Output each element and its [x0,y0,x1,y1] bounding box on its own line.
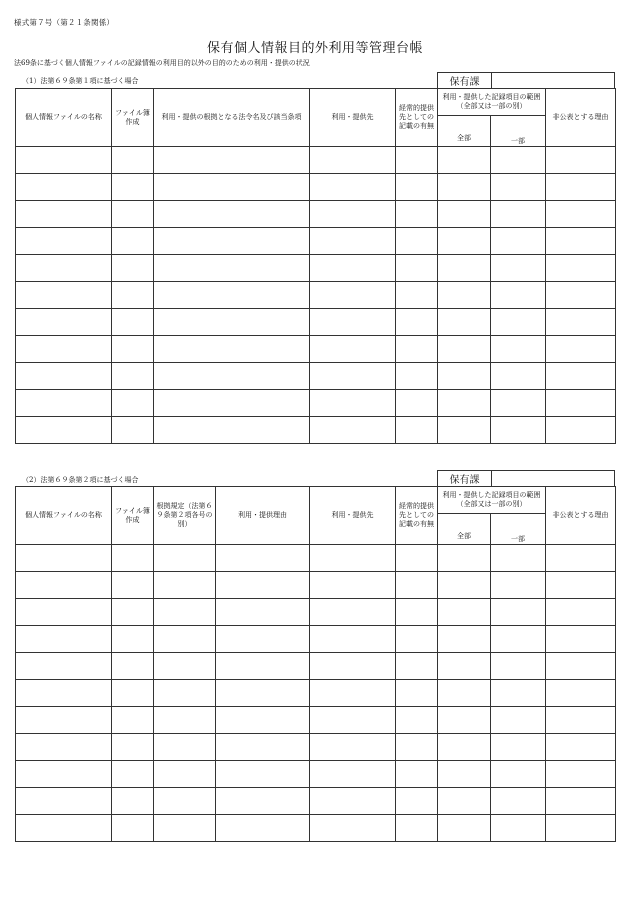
table-cell[interactable] [546,390,616,417]
table-cell[interactable] [112,572,154,599]
table-cell[interactable] [438,255,491,282]
table-cell[interactable] [154,626,216,653]
table-cell[interactable] [546,417,616,444]
table-row [16,599,616,626]
section2-body [16,545,616,842]
table-cell[interactable] [438,653,491,680]
table-cell[interactable] [154,255,310,282]
table-cell[interactable] [154,417,310,444]
table-cell[interactable] [546,572,616,599]
table-cell[interactable] [491,255,546,282]
table-row [16,336,616,363]
section2-header-recipient: 利用・提供先 [310,487,396,545]
table-cell[interactable] [310,309,396,336]
table-cell[interactable] [396,707,438,734]
section1-header-file-created: ファイル簿作成 [112,89,154,147]
table-row [16,228,616,255]
table-cell[interactable] [491,336,546,363]
table-cell[interactable] [438,707,491,734]
table-cell[interactable] [438,680,491,707]
table-cell[interactable] [16,390,112,417]
table-cell[interactable] [16,228,112,255]
table-cell[interactable] [310,788,396,815]
table-cell[interactable] [396,390,438,417]
table-row [16,626,616,653]
table-cell[interactable] [546,228,616,255]
section1-header-all: 全部 [438,116,491,147]
table-cell[interactable] [396,309,438,336]
section2-header-record-items: 利用・提供した記録項目の範囲（全部又は一部の別） [438,487,546,514]
table-cell[interactable] [216,572,310,599]
table-row [16,680,616,707]
table-cell[interactable] [112,255,154,282]
table-cell[interactable] [491,734,546,761]
table-cell[interactable] [438,282,491,309]
table-cell[interactable] [154,815,216,842]
section2-header-non-disclosure: 非公表とする理由 [546,487,616,545]
table-cell[interactable] [310,815,396,842]
table-row [16,390,616,417]
table-cell[interactable] [396,336,438,363]
table-cell[interactable] [396,282,438,309]
table-cell[interactable] [438,417,491,444]
table-cell[interactable] [491,201,546,228]
table-cell[interactable] [310,282,396,309]
table-cell[interactable] [216,734,310,761]
table-cell[interactable] [396,599,438,626]
table-cell[interactable] [154,761,216,788]
table-cell[interactable] [438,788,491,815]
table-cell[interactable] [396,228,438,255]
table-cell[interactable] [546,761,616,788]
table-cell[interactable] [112,761,154,788]
document-title: 保有個人情報目的外利用等管理台帳 [206,41,423,56]
table-cell[interactable] [16,707,112,734]
table-cell[interactable] [310,336,396,363]
section2-department-label: 保有課 [438,471,492,486]
table-cell[interactable] [310,228,396,255]
table-cell[interactable] [438,309,491,336]
table-cell[interactable] [438,815,491,842]
section1-header-file-name: 個人情報ファイルの名称 [16,89,112,147]
table-cell[interactable] [546,282,616,309]
table-cell[interactable] [16,626,112,653]
table-cell[interactable] [438,390,491,417]
table-cell[interactable] [112,599,154,626]
table-cell[interactable] [112,228,154,255]
table-cell[interactable] [438,201,491,228]
table-cell[interactable] [154,201,310,228]
table-cell[interactable] [16,734,112,761]
table-cell[interactable] [16,680,112,707]
section2-header-all: 全部 [438,514,491,545]
table-cell[interactable] [216,815,310,842]
table-cell[interactable] [491,572,546,599]
table-cell[interactable] [16,309,112,336]
table-cell[interactable] [154,147,310,174]
table-row [16,545,616,572]
table-cell[interactable] [396,680,438,707]
section1-header-recipient: 利用・提供先 [310,89,396,147]
section1-header-record-items: 利用・提供した記録項目の範囲（全部又は一部の別） [438,89,546,116]
table-cell[interactable] [491,417,546,444]
table-cell[interactable] [546,734,616,761]
table-cell[interactable] [546,626,616,653]
table-cell[interactable] [396,653,438,680]
table-cell[interactable] [396,761,438,788]
table-cell[interactable] [438,734,491,761]
table-cell[interactable] [396,572,438,599]
table-cell[interactable] [112,201,154,228]
table-cell[interactable] [16,282,112,309]
table-cell[interactable] [112,336,154,363]
table-cell[interactable] [438,572,491,599]
section1-header-regular-provision: 経常的提供先としての記載の有無 [396,89,438,147]
section1-header-non-disclosure: 非公表とする理由 [546,89,616,147]
section1-header-part: 一部 [491,116,546,147]
section2-department-box [437,470,615,487]
table-cell[interactable] [491,707,546,734]
table-cell[interactable] [396,815,438,842]
table-cell[interactable] [16,572,112,599]
table-cell[interactable] [310,599,396,626]
table-cell[interactable] [154,572,216,599]
table-cell[interactable] [396,734,438,761]
table-cell[interactable] [546,336,616,363]
table-cell[interactable] [154,174,310,201]
table-cell[interactable] [16,336,112,363]
table-cell[interactable] [438,147,491,174]
section2-header-regular-provision: 経常的提供先としての記載の有無 [396,487,438,545]
table-cell[interactable] [154,228,310,255]
table-row [16,653,616,680]
table-cell[interactable] [216,707,310,734]
table-cell[interactable] [16,761,112,788]
table-cell[interactable] [396,174,438,201]
table-cell[interactable] [310,417,396,444]
table-cell[interactable] [16,653,112,680]
table-row [16,707,616,734]
table-cell[interactable] [438,599,491,626]
table-cell[interactable] [310,545,396,572]
table-cell[interactable] [310,707,396,734]
table-cell[interactable] [396,545,438,572]
table-cell[interactable] [216,788,310,815]
table-cell[interactable] [310,147,396,174]
table-cell[interactable] [396,147,438,174]
table-cell[interactable] [491,788,546,815]
section2-department-field[interactable] [492,471,614,486]
table-cell[interactable] [112,417,154,444]
table-row [16,363,616,390]
table-cell[interactable] [154,599,216,626]
table-cell[interactable] [112,653,154,680]
table-cell[interactable] [491,626,546,653]
table-cell[interactable] [310,653,396,680]
table-row [16,788,616,815]
table-cell[interactable] [546,653,616,680]
table-cell[interactable] [491,147,546,174]
table-cell[interactable] [491,174,546,201]
table-cell[interactable] [438,174,491,201]
table-cell[interactable] [112,174,154,201]
section2-header-part: 一部 [491,514,546,545]
table-cell[interactable] [546,788,616,815]
table-cell[interactable] [491,545,546,572]
table-cell[interactable] [112,734,154,761]
table-cell[interactable] [112,309,154,336]
table-row [16,174,616,201]
table-cell[interactable] [16,815,112,842]
section2-header-file-name: 個人情報ファイルの名称 [16,487,112,545]
table-cell[interactable] [16,788,112,815]
table-cell[interactable] [154,282,310,309]
table-cell[interactable] [310,174,396,201]
table-row [16,309,616,336]
table-cell[interactable] [154,336,310,363]
section1-department-field[interactable] [492,73,614,88]
table-cell[interactable] [310,201,396,228]
table-cell[interactable] [16,174,112,201]
table-cell[interactable] [491,390,546,417]
table-cell[interactable] [154,363,310,390]
table-row [16,734,616,761]
table-row [16,417,616,444]
table-cell[interactable] [546,815,616,842]
table-row [16,201,616,228]
table-cell[interactable] [112,282,154,309]
table-cell[interactable] [310,626,396,653]
table-cell[interactable] [396,255,438,282]
table-cell[interactable] [438,626,491,653]
table-cell[interactable] [546,201,616,228]
table-cell[interactable] [546,545,616,572]
table-cell[interactable] [546,255,616,282]
table-cell[interactable] [310,761,396,788]
table-cell[interactable] [438,228,491,255]
table-cell[interactable] [154,734,216,761]
table-cell[interactable] [154,545,216,572]
table-cell[interactable] [112,390,154,417]
table-row [16,255,616,282]
table-cell[interactable] [154,788,216,815]
section1-department-box [437,72,615,89]
table-cell[interactable] [112,788,154,815]
table-row [16,282,616,309]
table-cell[interactable] [154,680,216,707]
table-cell[interactable] [491,815,546,842]
table-cell[interactable] [491,599,546,626]
table-cell[interactable] [310,734,396,761]
table-cell[interactable] [310,680,396,707]
table-cell[interactable] [438,336,491,363]
section1-department-label: 保有課 [438,73,492,88]
table-cell[interactable] [154,309,310,336]
table-row [16,572,616,599]
table-cell[interactable] [216,545,310,572]
table-cell[interactable] [16,147,112,174]
table-cell[interactable] [16,599,112,626]
table-row [16,761,616,788]
table-cell[interactable] [396,788,438,815]
table-cell[interactable] [216,626,310,653]
table-cell[interactable] [112,147,154,174]
table-cell[interactable] [438,545,491,572]
table-cell[interactable] [16,255,112,282]
table-cell[interactable] [491,680,546,707]
table-cell[interactable] [491,761,546,788]
form-number: 様式第７号（第２１条関係） [14,18,115,27]
table-cell[interactable] [112,815,154,842]
section1-label: （1）法第６９条第１項に基づく場合 [22,77,139,85]
table-cell[interactable] [396,417,438,444]
table-cell[interactable] [216,599,310,626]
table-cell[interactable] [112,680,154,707]
table-cell[interactable] [154,390,310,417]
table-cell[interactable] [491,282,546,309]
table-cell[interactable] [546,309,616,336]
table-cell[interactable] [112,626,154,653]
table-cell[interactable] [16,545,112,572]
table-cell[interactable] [112,363,154,390]
table-cell[interactable] [16,363,112,390]
table-cell[interactable] [546,680,616,707]
section1-header-legal-basis: 利用・提供の根拠となる法令名及び該当条項 [154,89,310,147]
table-row [16,147,616,174]
table-cell[interactable] [546,147,616,174]
section1-table [15,88,616,444]
table-cell[interactable] [216,761,310,788]
table-cell[interactable] [438,363,491,390]
table-cell[interactable] [310,255,396,282]
table-cell[interactable] [396,363,438,390]
table-cell[interactable] [491,228,546,255]
table-cell[interactable] [154,707,216,734]
section2-table [15,486,616,842]
table-cell[interactable] [16,417,112,444]
table-cell[interactable] [438,761,491,788]
table-cell[interactable] [112,545,154,572]
table-cell[interactable] [216,680,310,707]
table-cell[interactable] [546,599,616,626]
table-cell[interactable] [396,201,438,228]
table-cell[interactable] [154,653,216,680]
table-cell[interactable] [546,707,616,734]
section2-label: （2）法第６９条第２項に基づく場合 [22,476,139,484]
table-cell[interactable] [310,572,396,599]
table-cell[interactable] [546,363,616,390]
table-cell[interactable] [491,363,546,390]
table-cell[interactable] [491,309,546,336]
table-cell[interactable] [310,363,396,390]
table-cell[interactable] [112,707,154,734]
section1-body [16,147,616,444]
table-cell[interactable] [216,653,310,680]
document-description: 法69条に基づく個人情報ファイルの記録情報の利用目的以外の目的のための利用・提供の状況 [14,59,310,67]
section2-header-basis-provision: 根拠規定（法第６９条第２項各号の別） [154,487,216,545]
table-row [16,815,616,842]
table-cell[interactable] [16,201,112,228]
table-cell[interactable] [491,653,546,680]
table-cell[interactable] [310,390,396,417]
section2-header-reason: 利用・提供理由 [216,487,310,545]
section2-header-file-created: ファイル簿作成 [112,487,154,545]
table-cell[interactable] [546,174,616,201]
table-cell[interactable] [396,626,438,653]
